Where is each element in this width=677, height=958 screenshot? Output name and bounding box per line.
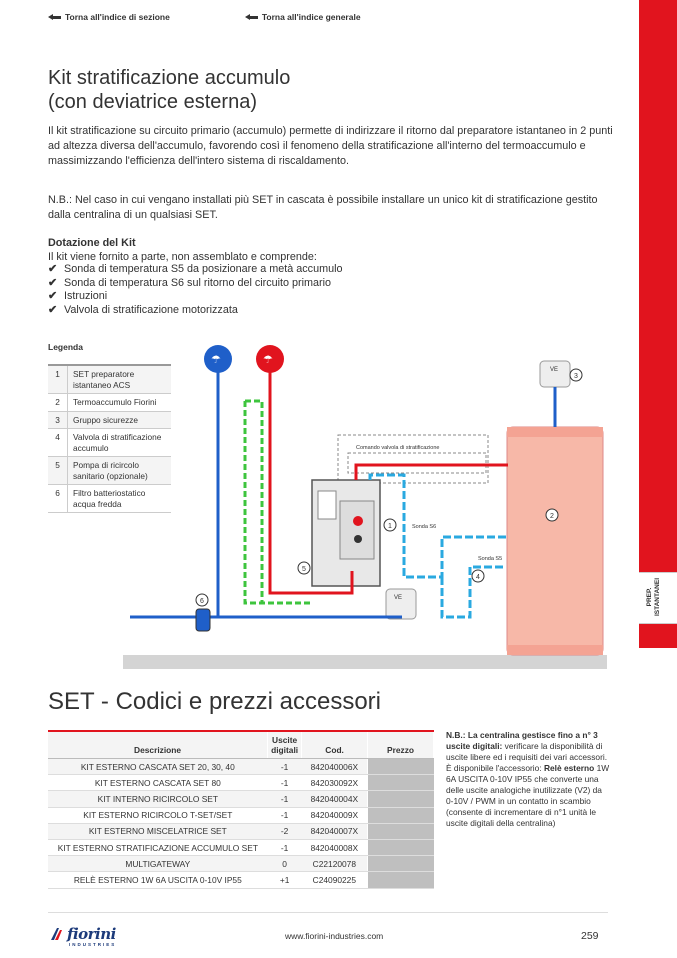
dotazione-intro: Il kit viene fornito a parte, non assemblato e comprende:: [48, 251, 317, 263]
dotazione-list: [48, 263, 342, 317]
legend-row: 5 Pompa di ricircolo sanitario (opzionale): [48, 457, 171, 485]
legend-row: 2 Termoaccumulo Fiorini: [48, 394, 171, 412]
nb-box-bold2: Relè esterno: [543, 763, 595, 773]
page-title: [48, 66, 448, 114]
floor: [123, 655, 607, 669]
price-cell: [368, 872, 434, 888]
table-row: KIT INTERNO RICIRCOLO SET -1 842040004X: [48, 791, 434, 807]
callout-3: 3: [574, 373, 578, 380]
section-index-link[interactable]: [48, 12, 170, 22]
svg-text:☂: ☂: [211, 354, 221, 366]
section-tab-line2: ISTANTANEI: [654, 577, 661, 617]
legend-row: 1 SET preparatore istantaneo ACS: [48, 366, 171, 394]
ve-label-top: VE: [550, 367, 559, 373]
table-row: RELÈ ESTERNO 1W 6A USCITA 0-10V IP55 +1 C24090225: [48, 872, 434, 888]
title-line2: (con deviatrice esterna): [48, 91, 257, 113]
sonda-s6-label: Sonda S6: [412, 524, 437, 530]
fiorini-logo[interactable]: [49, 925, 117, 947]
top-navigation: [48, 12, 361, 22]
hot-shower-icon: [256, 345, 284, 373]
dotazione-title: Dotazione del Kit: [48, 237, 136, 249]
price-cell: [368, 839, 434, 855]
cold-shower-icon: [204, 345, 232, 373]
comando-label: Comando valvola di stratificazione: [356, 445, 440, 451]
check-icon: ✔: [48, 276, 58, 289]
table-row: KIT ESTERNO STRATIFICAZIONE ACCUMULO SET -1 842040008X: [48, 839, 434, 855]
page-number: 259: [581, 930, 599, 942]
arrow-left-icon: [245, 14, 258, 21]
set-unit: [312, 480, 380, 586]
codes-table: [48, 730, 434, 889]
nb-box-bold1: N.B.: La centralina gestisce fino a n° 3 uscite digitali:: [446, 730, 598, 751]
table-row: KIT ESTERNO RICIRCOLO T-SET/SET -1 842040009X: [48, 807, 434, 823]
filter: [196, 609, 210, 631]
footer-divider: [48, 912, 608, 913]
list-item: ✔ Istruzioni: [48, 290, 108, 302]
table-header: [48, 731, 434, 759]
section-tab[interactable]: [639, 572, 677, 624]
check-icon: ✔: [48, 303, 58, 316]
callout-6: 6: [200, 598, 204, 605]
callout-2: 2: [550, 513, 554, 520]
logo-mark-icon: [49, 926, 65, 942]
footer-url[interactable]: www.fiorini-industries.com: [285, 931, 384, 941]
header-prezzo: Prezzo: [368, 731, 434, 759]
list-item: ✔ Valvola di stratificazione motorizzata: [48, 303, 238, 316]
list-item: ✔ Sonda di temperatura S6 sul ritorno del circuito primario: [48, 276, 332, 289]
title-line1: Kit stratificazione accumulo: [48, 67, 291, 89]
nb-box: [446, 730, 610, 829]
hydraulic-diagram: [120, 335, 610, 670]
control-dashed-box: [338, 435, 488, 483]
legend-row: 3 Gruppo sicurezze: [48, 412, 171, 430]
legend-title: Legenda: [48, 342, 83, 352]
price-cell: [368, 856, 434, 872]
general-index-label: Torna all'indice generale: [261, 12, 361, 22]
check-icon: ✔: [48, 263, 58, 275]
section-title: SET - Codici e prezzi accessori: [48, 688, 381, 715]
callout-4: 4: [476, 574, 480, 581]
price-cell: [368, 823, 434, 839]
legend-row: 6 Filtro batteriostatico acqua fredda: [48, 485, 171, 513]
section-color-bar: [639, 0, 677, 648]
arrow-left-icon: [48, 14, 61, 21]
section-tab-line1: PREP.: [646, 587, 653, 607]
table-row: KIT ESTERNO CASCATA SET 80 -1 842030092X: [48, 775, 434, 791]
intro-paragraph: Il kit stratificazione su circuito primario (accumulo) permette di indirizzare il ritorno dal preparatore istantaneo in 2 punti ad altezza diversa dell'accumulo, favorendo così il fenomeno della stratificazione all'interno del termoaccumulo e massimizzando l'efficienza dell'intero sistema di riscaldamento.: [48, 125, 613, 167]
hot-pipes: [270, 371, 508, 593]
header-uscite: Uscite digitali: [268, 731, 302, 759]
callout-5: 5: [302, 566, 306, 573]
expansion-vessel-bottom: [386, 589, 416, 619]
sonda-s5-label: Sonda S5: [478, 556, 503, 562]
list-item: ✔ Sonda di temperatura S5 da posizionare a metà accumulo: [48, 263, 343, 275]
svg-text:☂: ☂: [263, 354, 273, 366]
price-cell: [368, 775, 434, 791]
table-row: KIT ESTERNO CASCATA SET 20, 30, 40 -1 842040006X: [48, 759, 434, 775]
logo-text: fiorini: [67, 925, 116, 943]
price-cell: [368, 807, 434, 823]
nb-paragraph: N.B.: Nel caso in cui vengano installati più SET in cascata è possibile installare un unico kit di stratificazione gestito dalla centralina di un qualsiasi SET.: [48, 194, 598, 221]
callout-1: 1: [388, 523, 392, 530]
price-cell: [368, 759, 434, 775]
header-descrizione: Descrizione: [48, 731, 268, 759]
nb-box-text1: verificare la disponibilità di uscite libere ed i requisiti dei vari accessori. È disponibile l'accessorio:: [446, 741, 608, 773]
general-index-link[interactable]: [245, 12, 361, 22]
expansion-vessel-top: [540, 361, 570, 427]
logo-subtext: INDUSTRIES: [69, 942, 117, 947]
tank: [507, 427, 603, 655]
nb-box-text2: 1W 6A USCITA 0-10V IP55 che converte una delle uscite analogiche inutilizzate (V2) da 0-10V / PWM in un contatto in scambio (consente di incrementare di n°1 unità le uscite digitali della centralina): [446, 763, 610, 828]
table-row: KIT ESTERNO MISCELATRICE SET -2 842040007X: [48, 823, 434, 839]
price-cell: [368, 791, 434, 807]
header-cod: Cod.: [302, 731, 368, 759]
check-icon: ✔: [48, 290, 58, 302]
ve-label-bottom: VE: [394, 595, 403, 601]
table-row: MULTIGATEWAY 0 C22120078: [48, 856, 434, 872]
legend-row: 4 Valvola di stratificazione accumulo: [48, 429, 171, 457]
section-index-label: Torna all'indice di sezione: [65, 12, 170, 22]
